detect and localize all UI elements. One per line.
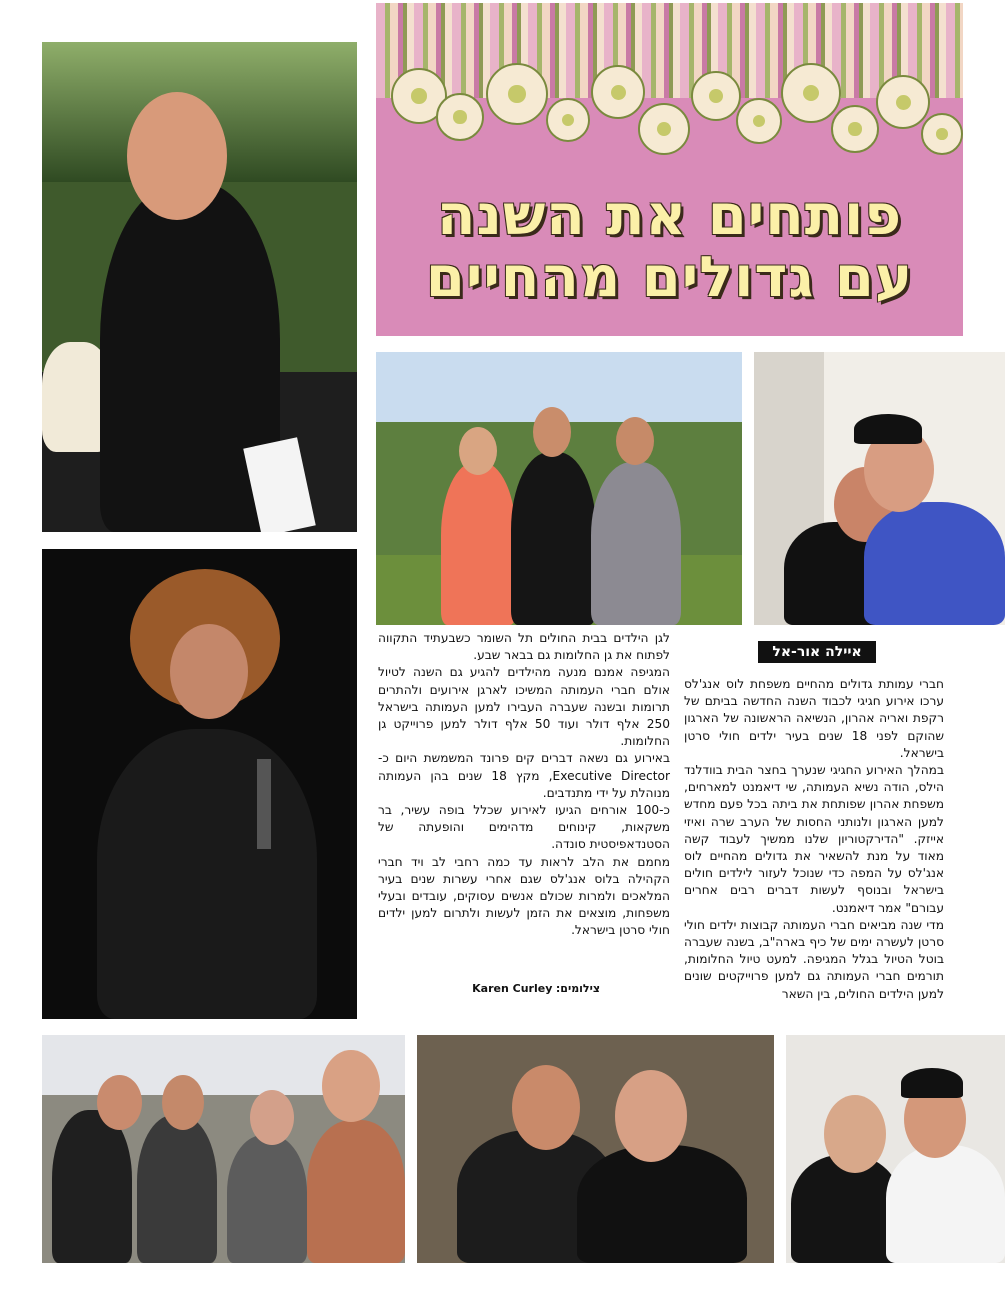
headline-banner — [376, 3, 963, 336]
article-paragraph: לגן הילדים בבית החולים תל השומר כשבעתיד התקווה לפתוח את גן החלומות גם בבאר שבע. — [378, 631, 670, 663]
title-line-1: פותחים את השנה — [436, 183, 903, 248]
flower-decoration — [736, 98, 782, 144]
article-column-left — [378, 630, 670, 940]
article-paragraph: מדי שנה מביאים חברי העמותה קבוצות ילדים חולי סרטן לעשרה ימים של כיף בארה"ב, בשנה שעברה בוטל הטיול בגלל המגיפה. למעט טיול החלומות, תורמים חברי העמותה גם למען פרוייקטים שונים למען הילדים החולים, בין השאר — [684, 917, 944, 1001]
article-column-right — [684, 676, 944, 1003]
photo-speaker-man — [42, 42, 357, 532]
photo-credit-name: Karen Curley — [472, 982, 553, 995]
photo-group-bottom-left — [42, 1035, 405, 1263]
page-title — [376, 185, 963, 309]
photo-three-women — [376, 352, 742, 625]
article-paragraph: מחמם את הלב לראות עד כמה רחבי לב ויד חברי הקהילה בלוס אנג'לס שגם אחרי עשרות שנים בעיר המלאכים ולמרות שכולם אנשים עסוקים, עובדים ובעלי משפחות, מוצאים את הזמן לעשות ולתרום למען ילדים חולי סרטן בישראל. — [378, 854, 670, 938]
flower-decoration — [831, 105, 879, 153]
flower-decoration — [876, 75, 930, 129]
flower-decoration — [691, 71, 741, 121]
title-line-2: עם גדולים מהחיים — [425, 245, 914, 310]
photo-speaker-woman — [42, 549, 357, 1019]
flower-decoration — [546, 98, 590, 142]
flower-decoration — [436, 93, 484, 141]
article-paragraph: חברי עמותת גדולים מהחיים משפחת לוס אנג'לס ערכו אירוע חגיגי לכבוד השנה החדשה בביתם של רקפת ואריה אהרון, הנשיאה הראשונה של הארגון שהוקם לפני 18 שנים בעיר ילדים חולי סרטן בישראל. — [684, 677, 945, 760]
author-byline: איילה אור-אל — [758, 641, 876, 663]
photo-credit-label: צילומים: — [555, 982, 600, 995]
flower-decoration — [638, 103, 690, 155]
photo-couple-right — [754, 352, 1005, 625]
banner-stripes — [376, 3, 963, 98]
article-paragraph: במהלך האירוע החגיגי שנערך בחצר הבית בוודלנד הילס, הודה נשיא העמותה, שי דיאמנט למארחים, משפחת אהרון שפותחת את ביתה בכל פעם מחדש למען הארגון ולנותני החסות של הערב שרה ואיזי אייזק. "הדירקטוריון שלנו ממשיך לעבוד קשה מאוד על מנת להשאיר את גדולים מהחיים לוס אנג'לס על המפה כדי שנוכל לעזור לילדים חולים בישראל ובנוסף לעשות דברים רבים אחרים עבורם" אמר דיאמנט. — [684, 763, 944, 915]
photo-two-men — [417, 1035, 774, 1263]
flower-decoration — [486, 63, 548, 125]
article-paragraph: המגיפה אמנם מנעה מהילדים להגיע גם השנה לטיול אולם חברי העמותה המשיכו לארגן אירועים ולהתרים תרומות ובשנה שעברה העבירו למען העמותה בישראל 250 אלף דולר ועוד 50 אלף דולר למען פרוייקט גן החלומות. — [378, 665, 670, 749]
photo-couple-bottom-right — [786, 1035, 1005, 1263]
flower-decoration — [921, 113, 963, 155]
photo-credit — [410, 982, 600, 995]
flower-decoration — [781, 63, 841, 123]
flower-decoration — [591, 65, 645, 119]
article-paragraph: באירוע גם נשאה דברים קים פרונד המשמשת היום כ-Executive Director, מקץ 18 שנים בהן העמותה מנוהלת על ידי מתנדבים. — [378, 751, 670, 800]
article-paragraph: כ-100 אורחים הגיעו לאירוע שכלל בופה עשיר, בר משקאות, קינוחים מדהימים והופעתה של הסטנדאפיסטית סונדה. — [378, 803, 670, 852]
